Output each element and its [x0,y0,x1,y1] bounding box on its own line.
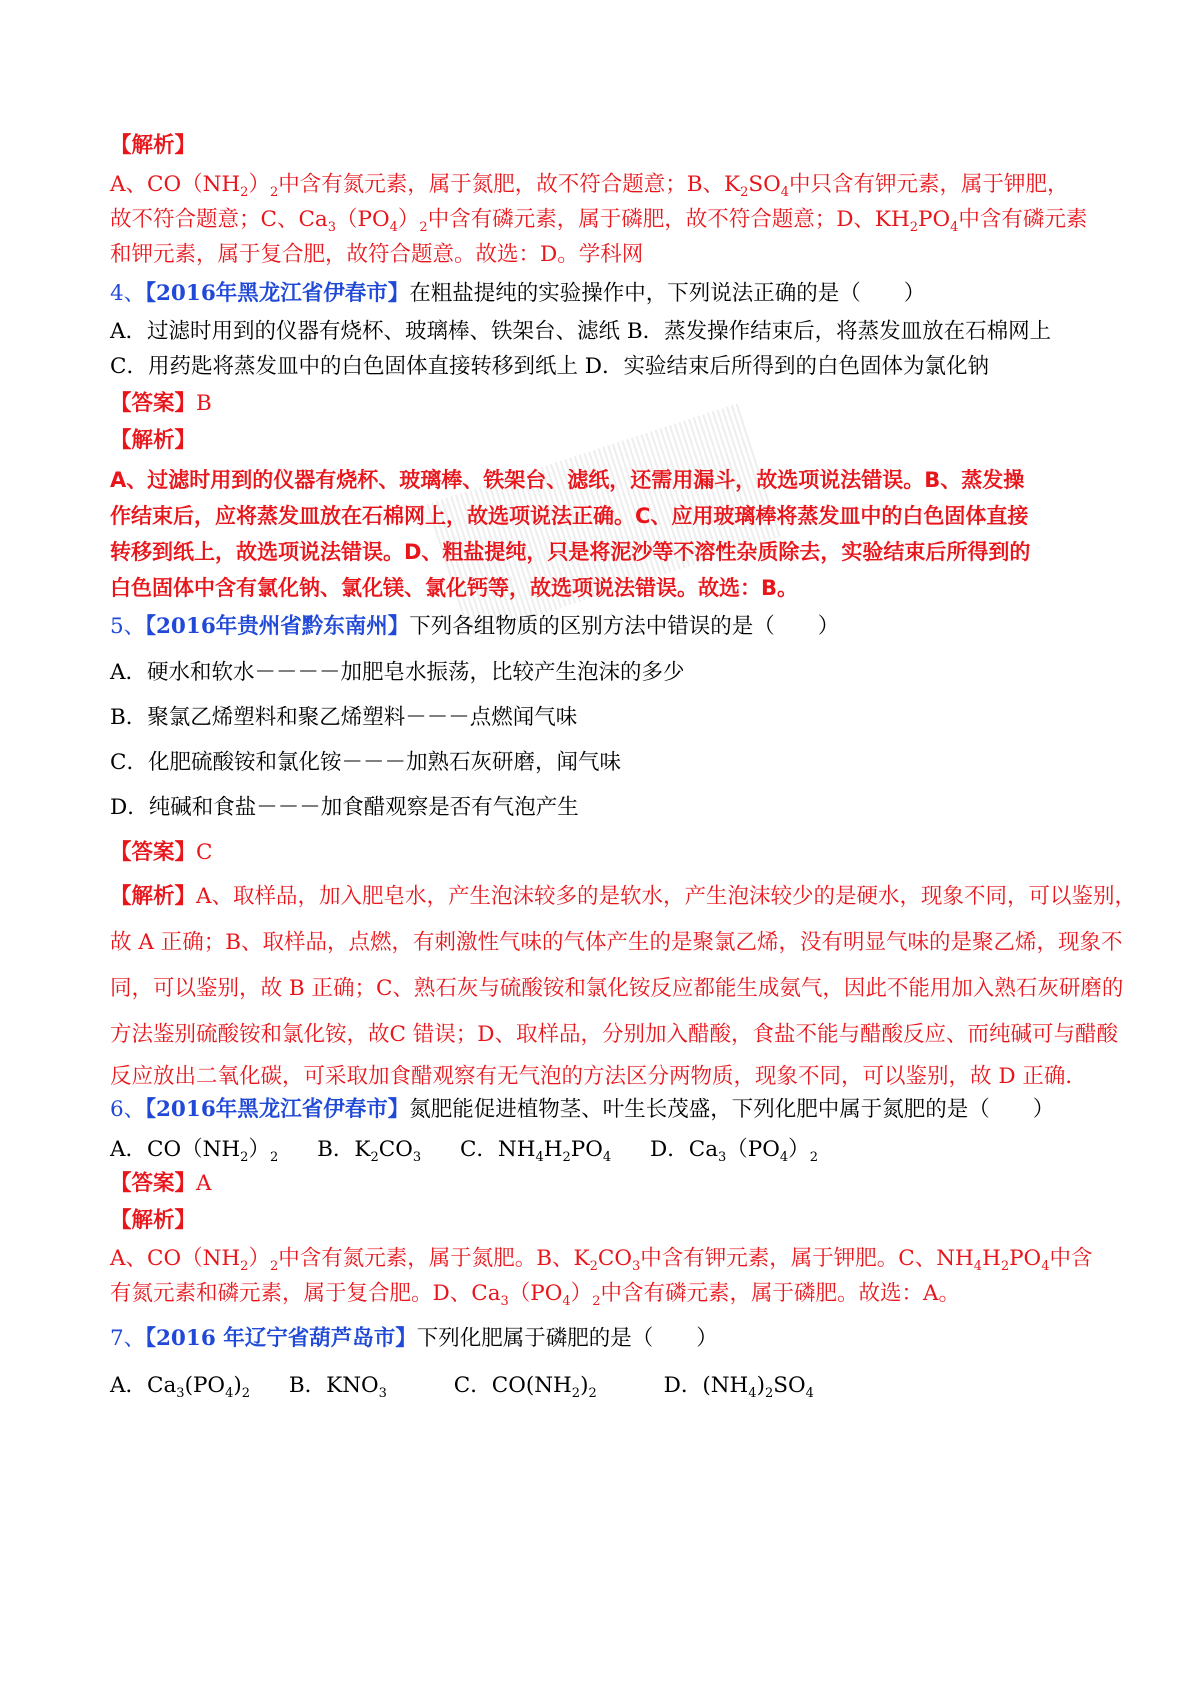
q5-question: 下列各组物质的区别方法中错误的是（ ） [409,614,840,639]
q6-number: 6、 [110,1097,146,1122]
q4-analysis-line-1: A、过滤时用到的仪器有烧杯、玻璃棒、铁架台、滤纸，还需用漏斗，故选项说法错误。B、蒸发操 [110,468,1025,492]
q5-source: 【2016年贵州省黔东南州】 [145,614,410,639]
q4-analysis-heading: 【解析】 [110,428,197,453]
q5-analysis-line-1: 【解析】A、取样品，加入肥皂水，产生泡沫较多的是软水，产生泡沫较少的是硬水，现象不同，可以鉴别， [110,884,1137,909]
q5-option-a: A．硬水和软水－－－－加肥皂水振荡，比较产生泡沫的多少 [110,660,685,685]
q6-options [110,1136,818,1164]
q5-analysis-line-3: 同，可以鉴别，故 B 正确；C、熟石灰与硫酸铵和氯化铵反应都能生成氨气，因此不能用加入熟石灰研磨的 [110,976,1124,1001]
q6-analysis-line-1: A、$CO(NH_2)_2$中含有氮元素，属于氮肥。B、$K_2CO_3$中含有钾元素，属于钾肥。C、$NH_4H_2PO_4$中含 [110,1246,1093,1274]
q5-option-d: D．纯碱和食盐－－－加食醋观察是否有气泡产生 [110,795,579,820]
q5-analysis-line-5: 反应放出二氧化碳，可采取加食醋观察有无气泡的方法区分两物质，现象不同，可以鉴别，故 D 正确． [110,1064,1087,1089]
q7-option-a: A．$Ca_3(PO_4)_2$ [110,1373,251,1401]
q7-stem [110,1325,718,1353]
q7-options [110,1372,814,1400]
q4-analysis-line-3: 转移到纸上，故选项说法错误。D、粗盐提纯，只是将泥沙等不溶性杂质除去，实验结束后所得到的 [110,540,1031,564]
q6-option-c: C．$NH_4H_2PO_4$ [459,1137,612,1165]
q5-analysis-heading: 【解析】 [110,884,197,909]
q7-question: 下列化肥属于磷肥的是（ ） [416,1326,718,1351]
q7-option-b: B．$KNO_3$ [288,1373,387,1401]
q4-analysis-line-4: 白色固体中含有氯化钠、氯化镁、氯化钙等，故选项说法错误。故选：B。 [110,576,799,600]
q6-option-d: D．$Ca_3(PO_4)_2$ [650,1137,818,1165]
q3-analysis-line-3: 和钾元素，属于复合肥，故符合题意。故选：D。学科网 [110,242,644,267]
q5-analysis-line-4: 方法鉴别硫酸铵和氯化铵，故C 错误；D、取样品，分别加入醋酸，食盐不能与醋酸反应、而纯碱可与醋酸 [110,1022,1119,1047]
q7-source: 【2016 年辽宁省葫芦岛市】 [145,1326,417,1351]
q6-source: 【2016年黑龙江省伊春市】 [145,1097,410,1122]
q4-number: 4、 [110,281,146,306]
q5-option-b: B．聚氯乙烯塑料和聚乙烯塑料－－－点燃闻气味 [110,705,578,730]
q4-options-line-2: C．用药匙将蒸发皿中的白色固体直接转移到纸上 D．实验结束后所得到的白色固体为氯化钠 [110,354,990,379]
q5-answer: 【答案】C [110,840,213,865]
q5-option-c: C．化肥硫酸铵和氯化铵－－－加熟石灰研磨，闻气味 [110,750,621,775]
q7-option-d: D．$(NH_4)_2SO_4$ [663,1373,814,1401]
q4-analysis-line-2: 作结束后，应将蒸发皿放在石棉网上，故选项说法正确。C、应用玻璃棒将蒸发皿中的白色固体直接 [110,504,1029,528]
q3-analysis-line-2: 故不符合题意；C、$Ca_3(PO_4)_2$中含有磷元素，属于磷肥，故不符合题意；D、$KH_2PO_4$中含有磷元素 [110,207,1088,235]
q6-question: 氮肥能促进植物茎、叶生长茂盛，下列化肥中属于氮肥的是（ ） [409,1097,1055,1122]
q6-analysis-line-2: 有氮元素和磷元素，属于复合肥。D、$Ca_3(PO_4)_2$中含有磷元素，属于磷肥。故选：A。 [110,1281,960,1309]
q7-number: 7、 [110,1326,146,1351]
q3-analysis-heading: 【解析】 [110,133,197,158]
q7-option-c: C．$CO(NH_2)_2$ [453,1373,597,1401]
q4-answer: 【答案】B [110,391,212,416]
q6-answer: 【答案】A [110,1171,212,1196]
q6-option-b: B．$K_2CO_3$ [317,1137,422,1165]
q6-stem [110,1096,1054,1124]
q4-question: 在粗盐提纯的实验操作中，下列说法正确的是（ ） [409,281,926,306]
q5-analysis-line-2: 故 A 正确；B、取样品，点燃，有刺激性气味的气体产生的是聚氯乙烯，没有明显气味的是聚乙烯，现象不 [110,930,1123,955]
q5-number: 5、 [110,614,146,639]
q6-option-a: A．$CO(NH_2)_2$ [110,1137,279,1165]
q4-source: 【2016年黑龙江省伊春市】 [145,281,410,306]
q4-options-line-1: A．过滤时用到的仪器有烧杯、玻璃棒、铁架台、滤纸 B．蒸发操作结束后，将蒸发皿放在石棉网上 [110,319,1052,344]
q5-stem [110,613,839,641]
q3-analysis-line-1: A、$CO(NH_2)_2$中含有氮元素，属于氮肥，故不符合题意；B、$K_2SO_4$中只含有钾元素，属于钾肥， [110,172,1069,200]
q4-stem [110,280,925,308]
q6-analysis-heading: 【解析】 [110,1208,197,1233]
